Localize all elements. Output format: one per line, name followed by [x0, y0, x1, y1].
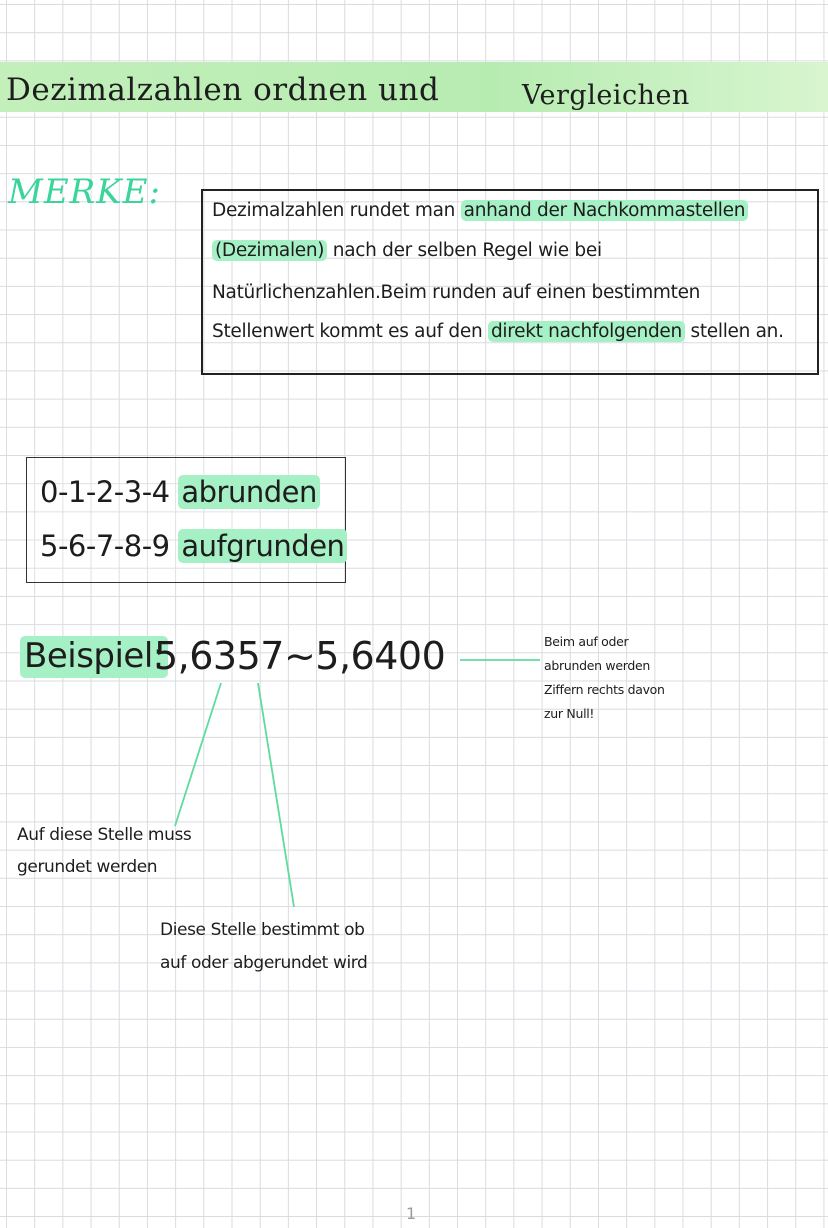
side-note-line-2: abrunden werden [544, 658, 650, 673]
merke-label: MERKE: [8, 172, 161, 212]
round-down-label: abrunden [178, 475, 320, 509]
example-value: 5,6357~5,6400 [154, 634, 446, 678]
merke-line-1-highlight: anhand der Nachkommastellen [461, 200, 748, 221]
round-up-digits: 5-6-7-8-9 [40, 529, 170, 563]
side-note-line-1: Beim auf oder [544, 634, 629, 649]
merke-line-4-text-end: stellen an. [684, 321, 784, 342]
page-number: 1 [406, 1204, 417, 1223]
side-note-line-3: Ziffern rechts davon [544, 682, 665, 697]
side-note-line-4: zur Null! [544, 706, 595, 721]
note-decides-line-2: auf oder abgerundet wird [160, 953, 368, 973]
round-down-digits: 0-1-2-3-4 [40, 475, 170, 509]
note-round-place-line-2: gerundet werden [17, 857, 158, 877]
example-label-text: Beispiel: [20, 636, 168, 678]
page-title-continuation: Vergleichen [522, 80, 690, 111]
decides-pointer-line [258, 683, 294, 907]
merke-line-3-text: Natürlichenzahlen.Beim runden auf einen bestimmten [212, 282, 701, 303]
page-title: Dezimalzahlen ordnen und [6, 72, 440, 108]
merke-line-2-text: nach der selben Regel wie bei [327, 240, 602, 261]
round-up-label: aufgrunden [178, 529, 347, 563]
merke-line-4-highlight: direkt nachfolgenden [488, 321, 685, 342]
note-decides-line-1: Diese Stelle bestimmt ob [160, 920, 365, 940]
merke-line-4-text: Stellenwert kommt es auf den [212, 321, 488, 342]
merke-line-2-highlight: (Dezimalen) [212, 240, 327, 261]
round-place-pointer-line [175, 683, 221, 826]
note-round-place-line-1: Auf diese Stelle muss [17, 825, 192, 845]
merke-line-1-text: Dezimalzahlen rundet man [212, 200, 461, 221]
